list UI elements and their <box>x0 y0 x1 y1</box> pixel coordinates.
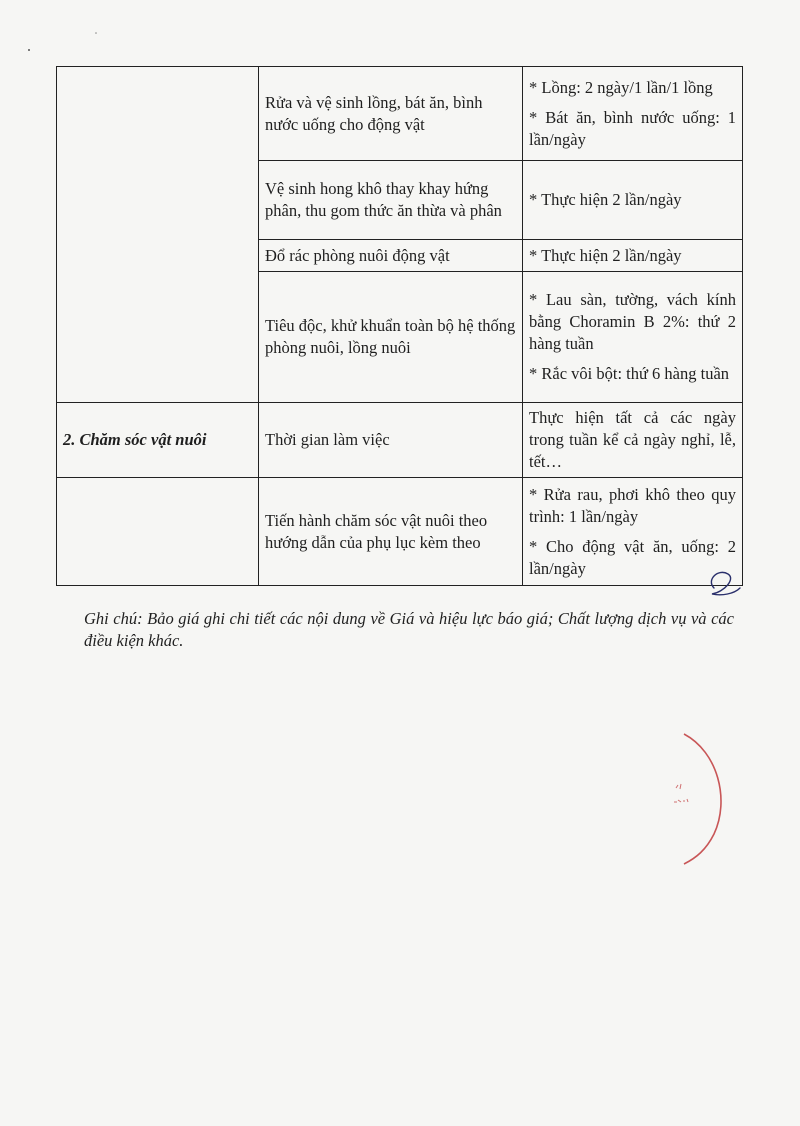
details-cell <box>523 240 743 272</box>
table-row <box>57 478 743 586</box>
task-cell: Rửa và vệ sinh lồng, bát ăn, bình nước uống cho động vật <box>259 67 523 161</box>
table-row <box>57 403 743 478</box>
details-cell <box>523 272 743 403</box>
details-cell <box>523 67 743 161</box>
detail-line: * Rắc vôi bột: thứ 6 hàng tuần <box>529 364 730 383</box>
task-cell: Vệ sinh hong khô thay khay hứng phân, thu gom thức ăn thừa và phân <box>259 161 523 240</box>
scan-specks <box>26 30 106 60</box>
table-row <box>57 67 743 161</box>
detail-line: * Lồng: 2 ngày/1 lần/1 lồng <box>529 77 713 97</box>
detail-line: * Thực hiện 2 lần/ngày <box>529 245 682 265</box>
task-cell: Thời gian làm việc <box>259 403 523 478</box>
task-cell: Đổ rác phòng nuôi động vật <box>259 240 523 272</box>
red-seal-stamp <box>640 730 730 870</box>
detail-line: Thực hiện tất cả các ngày trong tuần kể cả ngày nghỉ, lễ, tết… <box>529 408 736 471</box>
details-cell <box>523 161 743 240</box>
initials-signature <box>700 566 744 602</box>
footnote-remark: Ghi chú: Bảo giá ghi chi tiết các nội dung về Giá và hiệu lực báo giá; Chất lượng dịch vụ và các điều kiện khác. <box>84 609 734 650</box>
detail-line: * Thực hiện 2 lần/ngày <box>529 190 682 209</box>
service-schedule-table <box>56 66 743 586</box>
section-cell <box>57 67 259 403</box>
detail-line: * Rửa rau, phơi khô theo quy trình: 1 lần/ngày <box>529 484 736 526</box>
section-heading: 2. Chăm sóc vật nuôi <box>57 403 259 478</box>
detail-line: * Lau sàn, tường, vách kính bằng Choramin B 2%: thứ 2 hàng tuần <box>529 290 736 353</box>
detail-line: * Cho động vật ăn, uống: 2 lần/ngày <box>529 536 736 578</box>
task-cell: Tiến hành chăm sóc vật nuôi theo hướng dẫn của phụ lục kèm theo <box>259 478 523 586</box>
section-cell <box>57 478 259 586</box>
detail-line: * Bát ăn, bình nước uống: 1 lần/ngày <box>529 107 736 149</box>
task-cell: Tiêu độc, khử khuẩn toàn bộ hệ thống phòng nuôi, lồng nuôi <box>259 272 523 403</box>
details-cell <box>523 403 743 478</box>
